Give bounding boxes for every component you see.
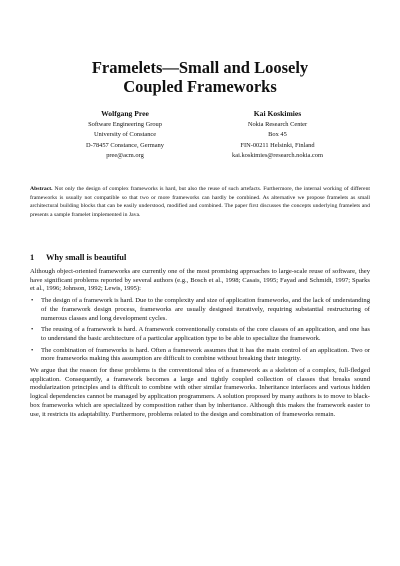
bullet-icon: • <box>31 326 34 334</box>
author-institution: University of Constance <box>93 131 157 139</box>
section-title: Why small is beautiful <box>46 253 127 262</box>
paper-title <box>40 58 360 96</box>
list-item-text: The combination of frameworks is hard. Often a framework assumes that it has the main control of an application. Two or more frameworks making this assumption are difficult to combine without breaking their integrity. <box>41 346 370 363</box>
title-line-1: Framelets—Small and Loosely <box>91 58 309 77</box>
author-email: pree@acm.org <box>106 151 144 159</box>
author-institution: Box 45 <box>268 131 287 139</box>
abstract <box>30 185 370 220</box>
abstract-text: Not only the design of complex frameworks is hard, but also the reuse of such artefacts. Furthermore, the internal working of different frameworks is usually not compatible so that two or more frameworks can hardly be combined. As alternative we propose framelets as small architectural building blocks that can be easily understood, modified and combined. The paper first discusses the concepts underlying framelets and presents a sample framelet implemented in Java. <box>30 186 370 219</box>
author-block-koskimies <box>195 108 360 161</box>
author-name: Wolfgang Pree <box>101 109 149 118</box>
problem-list <box>30 297 370 364</box>
author-email: kai.koskimies@research.nokia.com <box>232 151 323 159</box>
author-name: Kai Koskimies <box>253 109 302 118</box>
bullet-icon: • <box>31 346 34 354</box>
list-item <box>30 347 370 364</box>
list-item <box>30 297 370 323</box>
bullet-icon: • <box>31 297 34 305</box>
author-affiliation: Nokia Research Center <box>247 121 308 128</box>
section-body <box>30 268 370 419</box>
section-heading <box>30 252 126 263</box>
author-affiliation: Software Engineering Group <box>88 121 162 128</box>
list-item-text: The reusing of a framework is hard. A framework conventionally consists of the core classes of an application, and one has to understand the basic architecture of a particular application type to be able to specialize the framework. <box>41 326 370 342</box>
section-number: 1 <box>30 253 35 262</box>
abstract-label: Abstract. <box>30 186 53 192</box>
author-block-pree <box>50 108 200 161</box>
list-item <box>30 326 370 343</box>
conclusion-paragraph: We argue that the reason for these problems is the conventional idea of a framework as a skeleton of a complex, full-fledged application. Consequently, a framework becomes a large and tightly coupled collection of classes that breaks sound modularization principles and is difficult to combine with other similar frameworks. Inheritance interfaces and various hidden logical dependencies cannot be managed by application programmers. A solution proposed by many authors is to move to black-box frameworks which are specialized by composition rather than by inheritance. Although this makes the framework easier to use, it restricts its adaptability. Furthermore, problems related to the design and combination of frameworks remain. <box>30 367 370 418</box>
intro-paragraph: Although object-oriented frameworks are currently one of the most promising approaches to large-scale reuse of software, they have significant problems reported by several authors (e.g., Bosch et al., 1998; Casais, 1995; Fayad and Schmidt, 1997; Sparks et al., 1996; Johnson, 1992; Lewis, 1995): <box>30 268 370 293</box>
author-address: FIN-00211 Helsinki, Finland <box>240 141 315 149</box>
title-line-2: Coupled Frameworks <box>123 77 277 96</box>
list-item-text: The design of a framework is hard. Due to the complexity and size of application frameworks, and the lack of understanding of the framework design process, frameworks are usually designed iteratively, requiring substantial restructuring of numerous classes and long development cycles. <box>41 297 370 322</box>
author-address: D-78457 Constance, Germany <box>86 141 164 149</box>
